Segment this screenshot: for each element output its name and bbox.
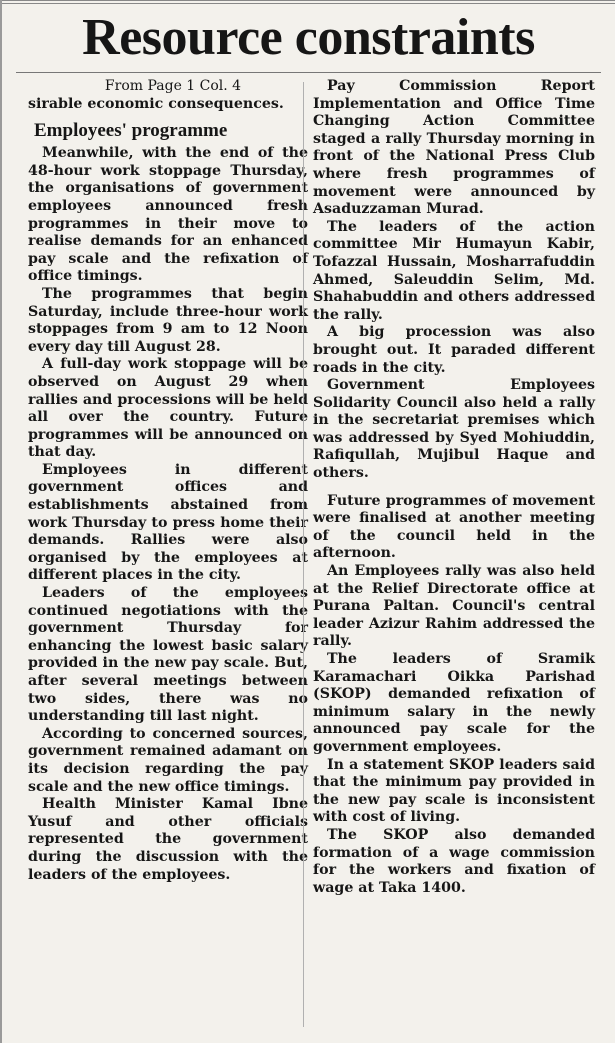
jump-line: From Page 1 Col. 4	[104, 78, 242, 94]
paragraph: The SKOP also demanded formation of a wage commission for the workers and fixation of wage at Taka 1400.	[313, 826, 595, 896]
paragraph: The programmes that begin Saturday, include three-hour work stoppages from 9 am to 12 Noon every day till August 28.	[28, 285, 308, 355]
paragraph: Future programmes of movement were finalised at another meeting of the council held in the afternoon.	[313, 492, 595, 562]
subhead: Employees' programme	[34, 120, 228, 142]
paragraph: A full-day work stoppage will be observed on August 29 when rallies and processions will be held all over the country. Future programmes will be announced on that day.	[28, 356, 308, 461]
right-column	[313, 78, 595, 897]
paragraph: Employees in different government offices and establishments abstained from work Thursday to press home their demands. Rallies were also organised by the employees at different places in the city.	[28, 461, 308, 584]
paragraph: Meanwhile, with the end of the 48-hour work stoppage Thursday, the organisations of government employees announced fresh programmes in their move to realise demands for an enhanced pay scale and the refixation of office timings.	[28, 145, 308, 285]
headline: Resource constraints	[82, 9, 535, 66]
paragraph: Health Minister Kamal Ibne Yusuf and other officials represented the government during the discussion with the leaders of the employees.	[28, 796, 308, 883]
paragraph: In a statement SKOP leaders said that the minimum pay provided in the new pay scale is inconsistent with cost of living.	[313, 756, 595, 826]
paragraph: Government Employees Solidarity Council also held a rally in the secretariat premises which was addressed by Syed Mohiuddin, Rafiqullah, Mujibul Haque and others.	[313, 377, 595, 482]
paragraph: An Employees rally was also held at the Relief Directorate office at Purana Paltan. Council's central leader Azizur Rahim addressed the rally.	[313, 563, 595, 650]
paragraph: According to concerned sources, government remained adamant on its decision regarding the pay scale and the new office timings.	[28, 725, 308, 795]
paragraph: Leaders of the employees continued negotiations with the government Thursday for enhancing the lowest basic salary provided in the new pay scale. But, after several meetings between two sides, there was no understanding till last night.	[28, 585, 308, 725]
left-column	[28, 78, 308, 884]
top-rule	[2, 0, 615, 4]
headline-rule	[16, 72, 601, 73]
paragraph: sirable economic consequences.	[28, 95, 284, 112]
paragraph: The leaders of Sramik Karamachari Oikka Parishad (SKOP) demanded refixation of minimum salary in the newly announced pay scale for the government employees.	[313, 651, 595, 755]
column-divider	[303, 82, 304, 1027]
paragraph: The leaders of the action committee Mir Humayun Kabir, Tofazzal Hussain, Mosharrafuddin Ahmed, Saleuddin Selim, Md. Shahabuddin and others addressed the rally.	[313, 218, 595, 323]
paragraph: Pay Commission Report Implementation and Office Time Changing Action Committee staged a rally Thursday morning in front of the National Press Club where fresh programmes of movement were announced by Asaduzzaman Murad.	[313, 78, 595, 218]
paragraph: A big procession was also brought out. It paraded different roads in the city.	[313, 324, 595, 376]
